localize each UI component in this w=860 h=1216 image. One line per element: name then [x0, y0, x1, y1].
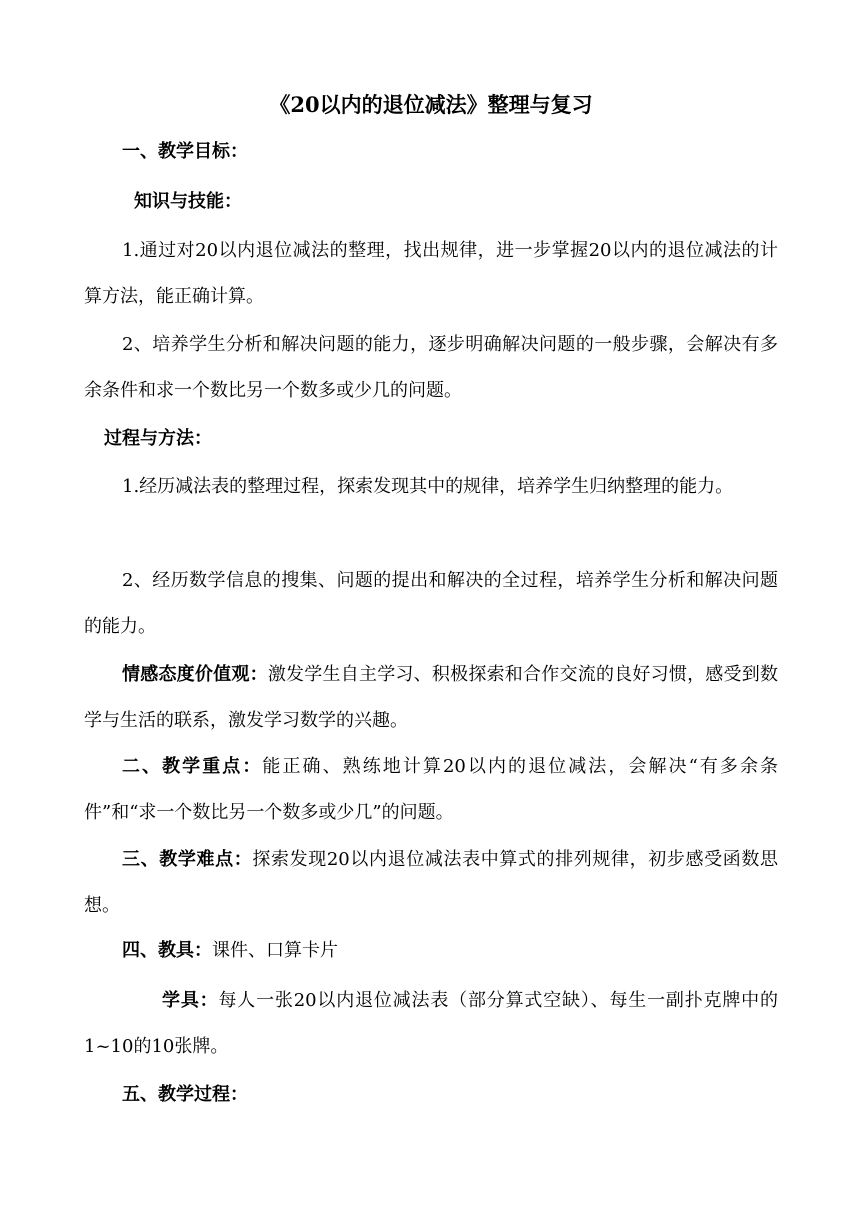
knowledge-item-2: 2、培养学生分析和解决问题的能力，逐步明确解决问题的一般步骤，会解决有多余条件和求一个数比另一个数多或少几的问题。 [84, 334, 778, 401]
focus-label: 二、教学重点： [122, 756, 263, 777]
knowledge-item-1: 1.通过对20以内退位减法的整理，找出规律，进一步掌握20以内的退位减法的计算方法，能正确计算。 [84, 240, 778, 307]
difficulty-label: 三、教学难点： [122, 849, 253, 870]
emotion-text: 激发学生自主学习、积极探索和合作交流的良好习惯，感受到数学与生活的联系，激发学习数学的兴趣。 [84, 664, 778, 731]
process-item-1: 1.经历减法表的整理过程，探索发现其中的规律，培养学生归纳整理的能力。 [122, 476, 734, 497]
knowledge-heading: 知识与技能： [134, 191, 242, 212]
difficulty-text: 探索发现20以内退位减法表中算式的排列规律，初步感受函数思想。 [84, 849, 778, 916]
student-tools-text: 每人一张20以内退位减法表（部分算式空缺）、每生一副扑克牌中的1~10的10张牌。 [84, 990, 779, 1057]
goals-heading: 一、教学目标： [122, 141, 248, 162]
tools-label: 四、教具： [122, 940, 212, 961]
focus-paragraph [84, 744, 778, 836]
process-item-2: 2、经历数学信息的搜集、问题的提出和解决的全过程，培养学生分析和解决问题的能力。 [84, 570, 778, 637]
emotion-label: 情感态度价值观： [122, 664, 268, 685]
emotion-paragraph [84, 652, 778, 744]
difficulty-paragraph [84, 837, 778, 929]
student-tools-label: 学具： [162, 990, 219, 1011]
student-tools-paragraph [84, 978, 778, 1070]
focus-text: 能正确、熟练地计算20以内的退位减法，会解决“有多余条件”和“求一个数比另一个数多或少几”的问题。 [84, 756, 779, 823]
tools-paragraph [122, 936, 338, 966]
tools-text: 课件、口算卡片 [212, 940, 338, 961]
process-heading: 过程与方法： [104, 428, 212, 449]
document-title: 《20以内的退位减法》整理与复习 [269, 92, 593, 117]
process-steps-heading: 五、教学过程： [122, 1084, 248, 1105]
